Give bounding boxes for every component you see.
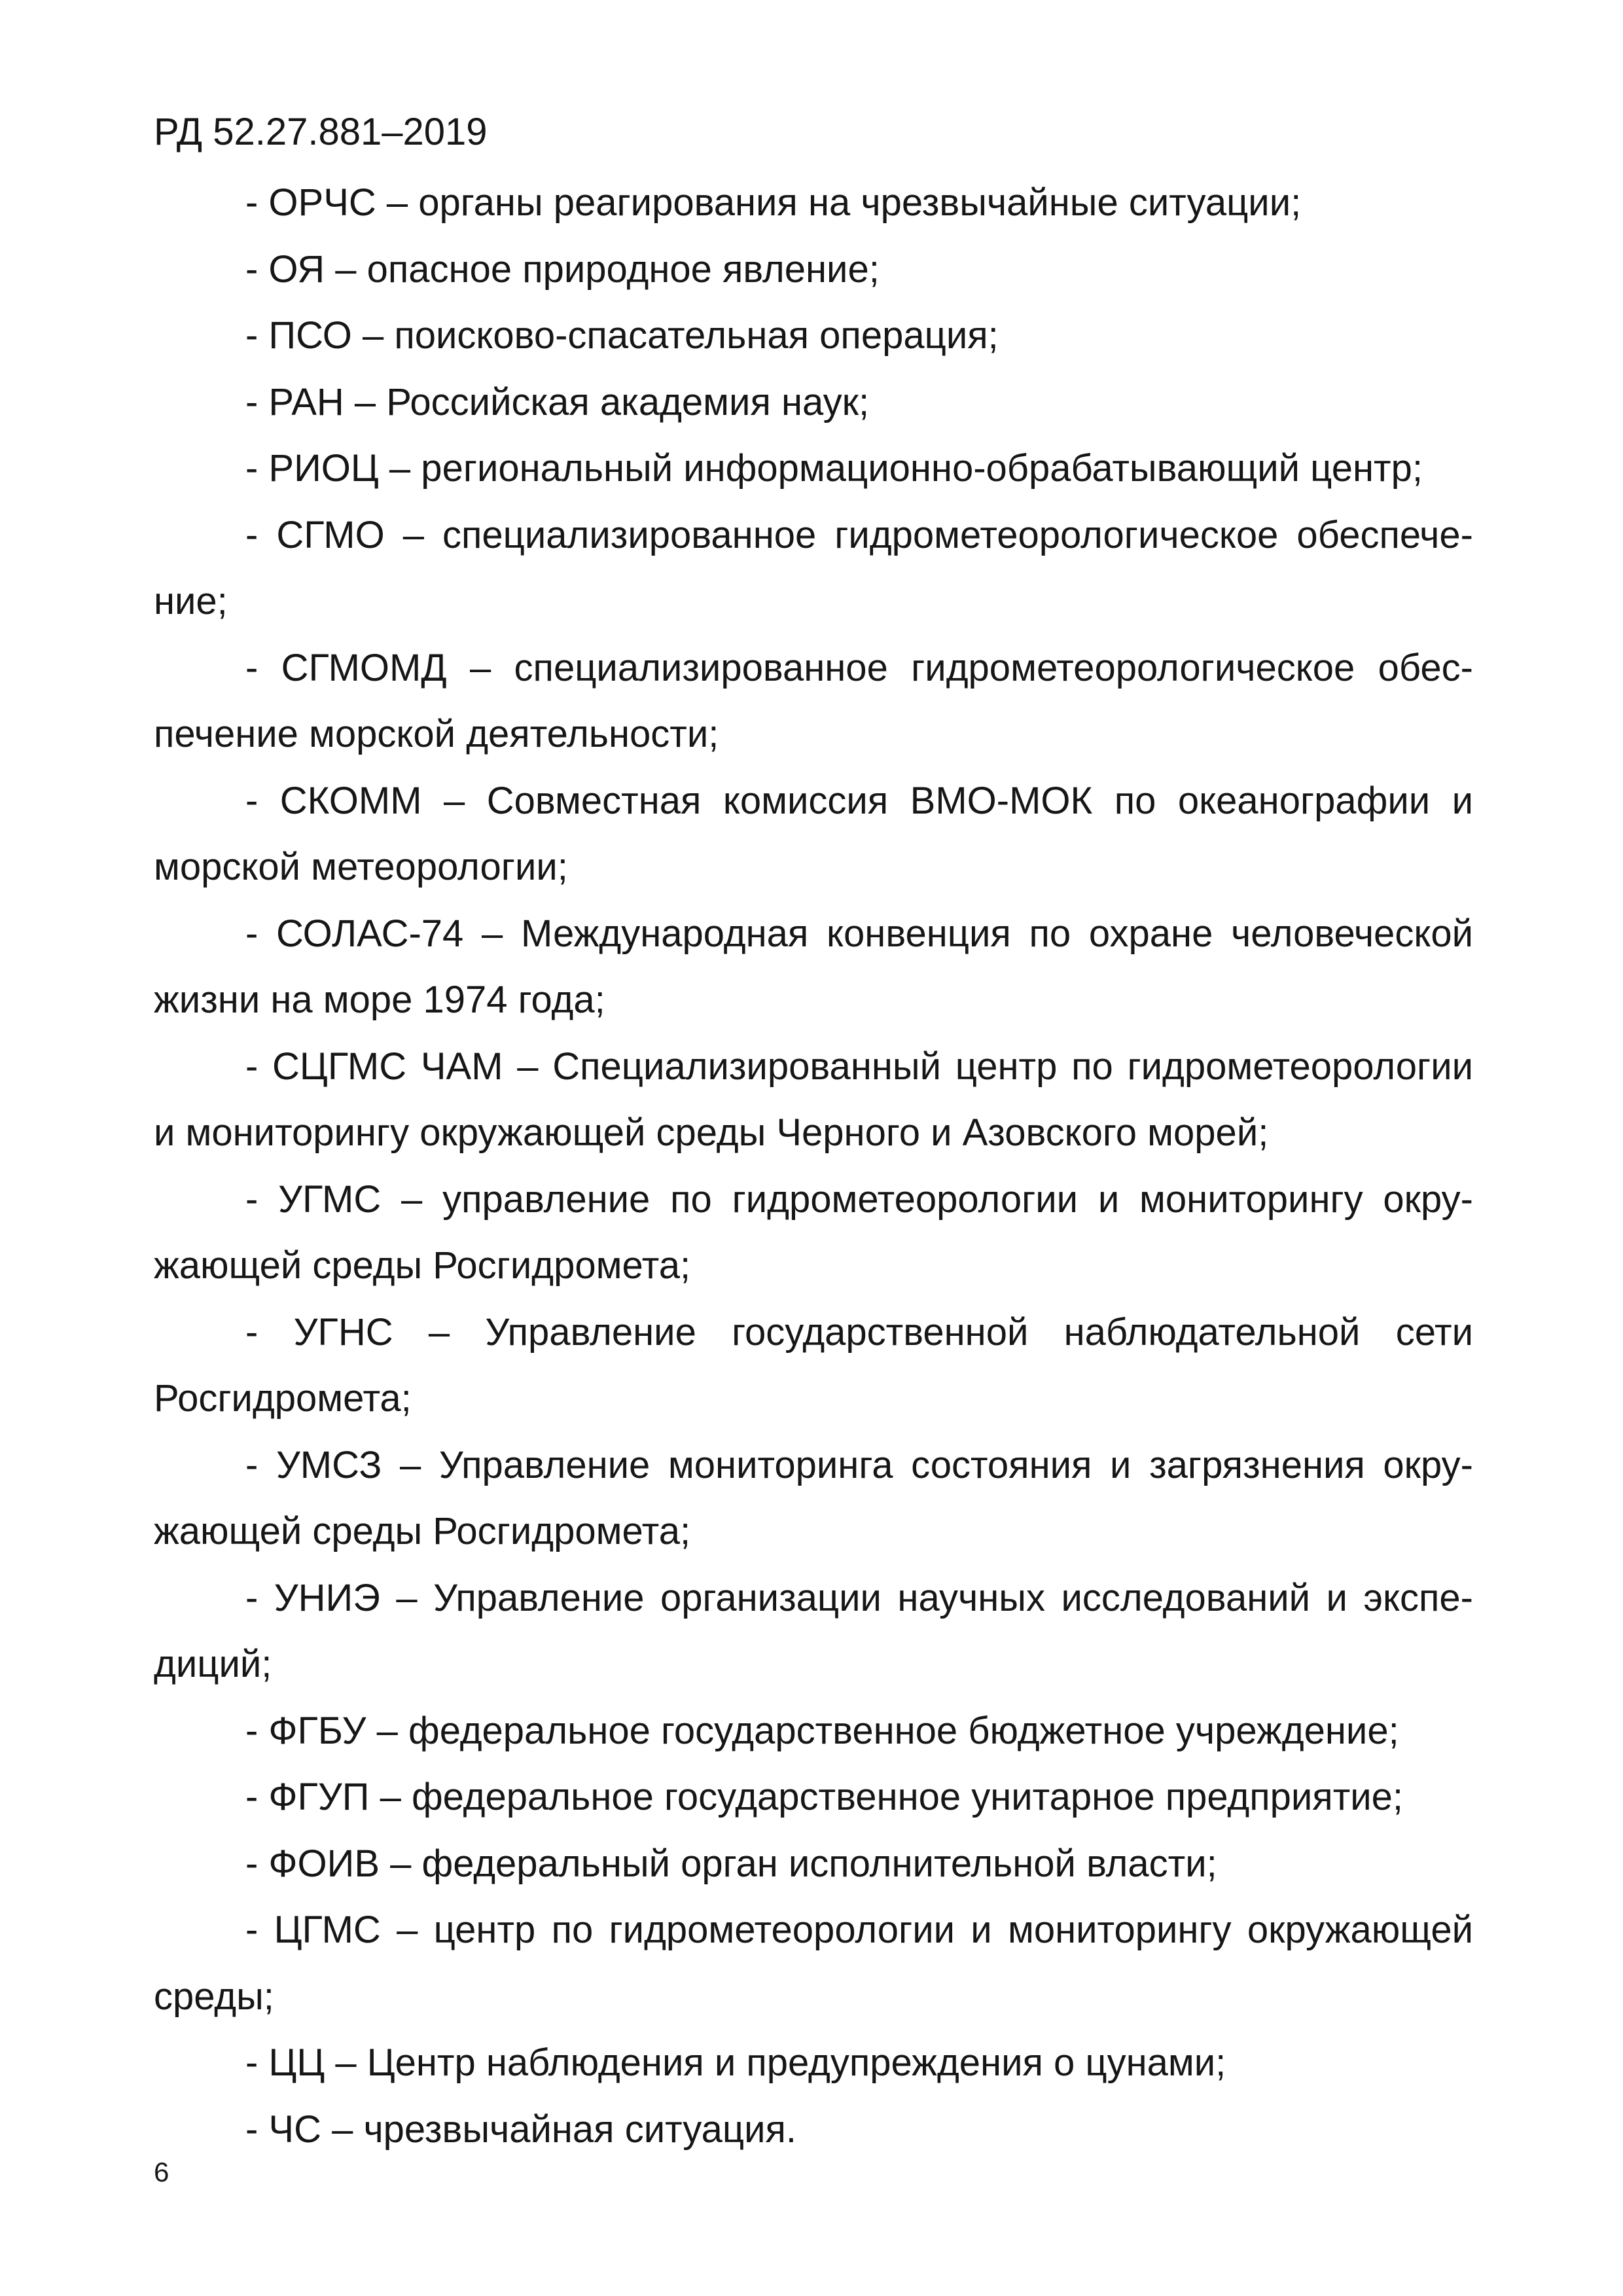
abbreviation-entry-sgmo: - СГМО – специализированное гидрометеорологическое обеспечение; [154, 513, 1473, 622]
abbreviation-entry-riots: - РИОЦ – региональный информационно-обрабатывающий центр; [245, 447, 1423, 490]
abbreviation-entry-tsgms: - ЦГМС – центр по гидрометеорологии и мониторингу окружающей среды; [154, 1909, 1473, 2018]
abbreviation-entry-orchs: - ОРЧС – органы реагирования на чрезвычайные ситуации; [245, 181, 1302, 224]
abbreviation-entry-solas-74: - СОЛАС-74 – Международная конвенция по охране человеческой жизни на море 1974 года; [154, 912, 1473, 1021]
abbreviation-entry-fgbu: - ФГБУ – федеральное государственное бюджетное учреждение; [245, 1709, 1399, 1752]
abbreviation-entry-unie: - УНИЭ – Управление организации научных исследований и экспедиций; [154, 1576, 1473, 1685]
abbreviation-entry-oya: - ОЯ – опасное природное явление; [245, 247, 880, 291]
document-code-header: РД 52.27.881–2019 [154, 111, 488, 153]
abbreviation-entry-tsts: - ЦЦ – Центр наблюдения и предупреждения о цунами; [245, 2041, 1226, 2084]
abbreviation-entry-foiv: - ФОИВ – федеральный орган исполнительной власти; [245, 1842, 1217, 1885]
abbreviation-entry-ugns: - УГНС – Управление государственной наблюдательной сети Росгидромета; [154, 1310, 1473, 1420]
abbreviation-entry-ran: - РАН – Российская академия наук; [245, 380, 870, 423]
abbreviation-entry-skomm: - СКОММ – Совместная комиссия ВМО-МОК по океанографии и морской метеорологии; [154, 779, 1473, 888]
abbreviation-list [154, 170, 1473, 2162]
abbreviation-entry-pso: - ПСО – поисково-спасательная операция; [245, 314, 999, 357]
abbreviation-entry-chs: - ЧС – чрезвычайная ситуация. [245, 2108, 797, 2151]
abbreviation-entry-ugms: - УГМС – управление по гидрометеорологии и мониторингу окружающей среды Росгидромета; [154, 1177, 1473, 1287]
abbreviation-entry-stsgms-cham: - СЦГМС ЧАМ – Специализированный центр по гидрометеорологии и мониторингу окружающей среды Черного и Азовского морей; [154, 1045, 1473, 1154]
abbreviation-entry-fgup: - ФГУП – федеральное государственное унитарное предприятие; [245, 1776, 1404, 1818]
page-number: 6 [154, 2157, 169, 2187]
abbreviation-entry-umsz: - УМСЗ – Управление мониторинга состояния и загрязнения окружающей среды Росгидромета; [154, 1443, 1473, 1552]
abbreviation-entry-sgmomd: - СГМОМД – специализированное гидрометеорологическое обеспечение морской деятельности; [154, 646, 1473, 755]
